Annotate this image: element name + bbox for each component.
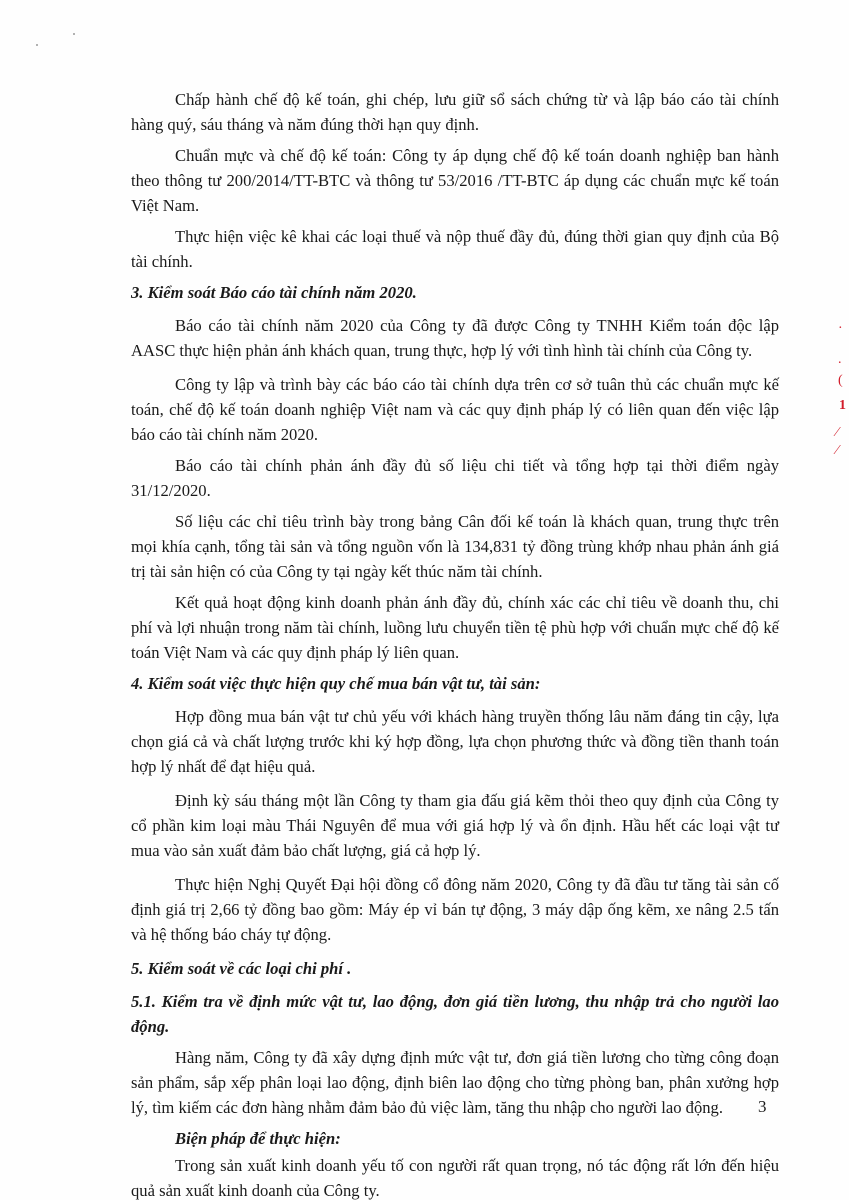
paragraph: Trong sản xuất kinh doanh yếu tố con người rất quan trọng, nó tác động rất lớn đến hiệu quả sản xuất kinh doanh của Công ty.: [131, 1156, 779, 1200]
red-mark: 1: [839, 398, 846, 413]
paragraph: Định kỳ sáu tháng một lần Công ty tham gia đấu giá kẽm thỏi theo quy định của Công ty cổ phần kim loại màu Thái Nguyên để mua với giá hợp lý và ổn định. Hầu hết các loại vật tư mua vào sản xuất đảm bảo chất lượng, giá cả hợp lý.: [131, 791, 779, 860]
paragraph: Báo cáo tài chính năm 2020 của Công ty đã được Công ty TNHH Kiểm toán độc lập AASC thực hiện phản ánh khách quan, trung thực, hợp lý với tình hình tài chính của Công ty.: [131, 316, 779, 360]
paragraph: Thực hiện việc kê khai các loại thuế và nộp thuế đầy đủ, đúng thời gian quy định của Bộ tài chính.: [131, 227, 779, 271]
paragraph: Thực hiện Nghị Quyết Đại hội đồng cổ đông năm 2020, Công ty đã đầu tư tăng tài sản cố định giá trị 2,66 tỷ đồng bao gồm: Máy ép vỉ bán tự động, 3 máy dập ống kẽm, xe nâng 2.5 tấn và hệ thống báo cháy tự động.: [131, 875, 779, 944]
paragraph: Chấp hành chế độ kế toán, ghi chép, lưu giữ sổ sách chứng từ và lập báo cáo tài chính hàng quý, sáu tháng và năm đúng thời hạn quy định.: [131, 90, 779, 134]
subsection-heading-5-1: 5.1. Kiểm tra về định mức vật tư, lao động, đơn giá tiền lương, thu nhập trả cho người lao động.: [131, 992, 779, 1036]
red-mark: .: [838, 352, 842, 367]
scan-speck: [73, 33, 75, 35]
red-mark: ·: [838, 321, 843, 336]
paragraph: Hàng năm, Công ty đã xây dựng định mức vật tư, đơn giá tiền lương cho từng công đoạn sản phẩm, sắp xếp phân loại lao động, định biên lao động cho từng phòng ban, phân xưởng hợp lý, tìm kiếm các đơn hàng nhằm đảm bảo đủ việc làm, tăng thu nhập cho người lao động.: [131, 1048, 779, 1117]
section-heading-4: 4. Kiểm soát việc thực hiện quy chế mua bán vật tư, tài sản:: [131, 674, 541, 693]
paragraph: Kết quả hoạt động kinh doanh phản ánh đầy đủ, chính xác các chỉ tiêu về doanh thu, chi phí và lợi nhuận trong năm tài chính, luồng lưu chuyển tiền tệ phù hợp với chuẩn mực chế độ kế toán Việt Nam và các quy định pháp lý liên quan.: [131, 593, 779, 662]
section-heading-3: 3. Kiểm soát Báo cáo tài chính năm 2020.: [131, 283, 417, 302]
section-heading-5: 5. Kiểm soát về các loại chi phí .: [131, 959, 352, 978]
paragraph: Báo cáo tài chính phản ánh đầy đủ số liệu chi tiết và tổng hợp tại thời điểm ngày 31/12/2020.: [131, 456, 779, 500]
document-body: [131, 87, 779, 1200]
red-mark: ⁄: [836, 425, 839, 440]
paragraph: Chuẩn mực và chế độ kế toán: Công ty áp dụng chế độ kế toán doanh nghiệp ban hành theo thông tư 200/2014/TT-BTC và thông tư 53/2016 /TT-BTC áp dụng các chuẩn mực kế toán Việt Nam.: [131, 146, 779, 215]
red-mark: ⁄: [836, 443, 839, 458]
red-mark: (: [838, 373, 843, 388]
page-number: 3: [758, 1097, 767, 1116]
paragraph: Công ty lập và trình bày các báo cáo tài chính dựa trên cơ sở tuân thủ các chuẩn mực kế toán, chế độ kế toán doanh nghiệp Việt nam và các quy định pháp lý có liên quan đến việc lập báo cáo tài chính năm 2020.: [131, 375, 779, 444]
scan-speck: [36, 44, 38, 46]
paragraph: Hợp đồng mua bán vật tư chủ yếu với khách hàng truyền thống lâu năm đáng tin cậy, lựa chọn giá cả và chất lượng trước khi ký hợp đồng, lựa chọn phương thức và đồng tiền thanh toán hợp lý nhất để đạt hiệu quả.: [131, 707, 779, 776]
measures-label: Biện pháp để thực hiện:: [175, 1129, 341, 1148]
paragraph: Số liệu các chỉ tiêu trình bày trong bảng Cân đối kế toán là khách quan, trung thực trên mọi khía cạnh, tổng tài sản và tổng nguồn vốn là 134,831 tỷ đồng trùng khớp nhau phản ánh giá trị tài sản hiện có của Công ty tại ngày kết thúc năm tài chính.: [131, 512, 779, 581]
